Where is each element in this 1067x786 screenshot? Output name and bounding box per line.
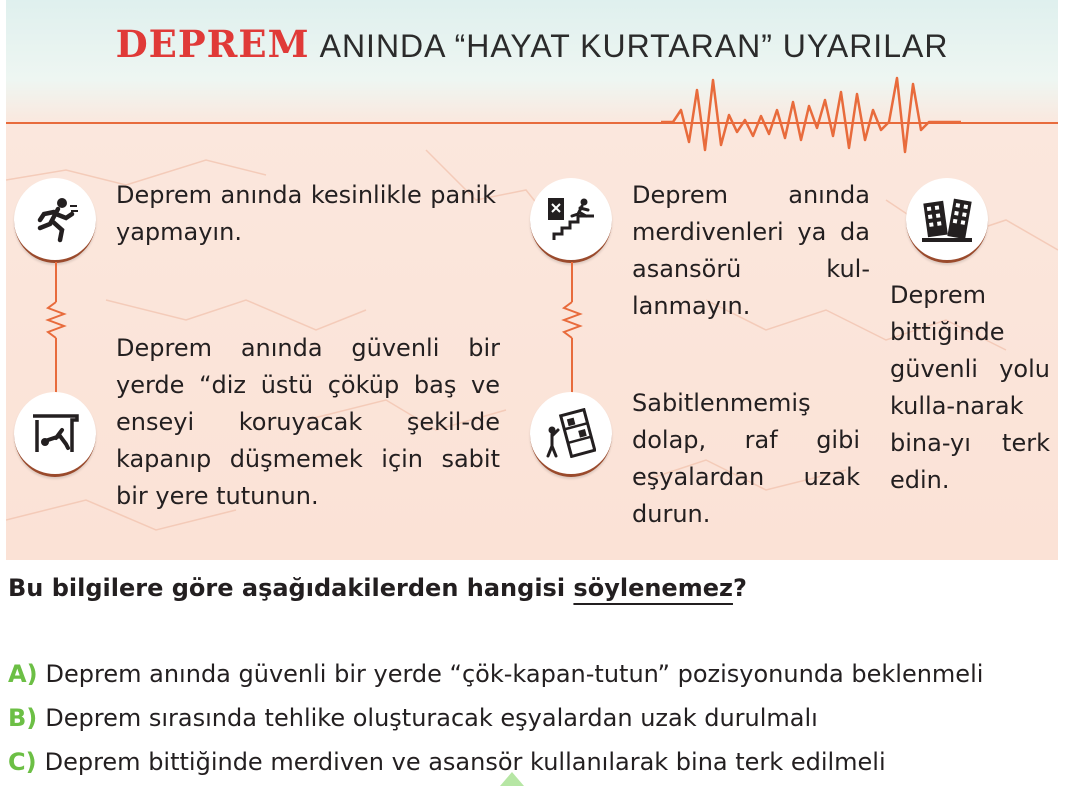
- option-letter: C): [8, 748, 37, 776]
- option-c[interactable]: [8, 740, 983, 784]
- tip1-connector: [44, 262, 68, 402]
- earthquake-infographic: [6, 0, 1058, 560]
- question-prefix: Bu bilgilere göre aşağıdakilerden hangisi: [8, 574, 566, 602]
- option-text: Deprem bittiğinde merdiven ve asansör kullanılarak bina terk edilmeli: [44, 748, 886, 776]
- option-letter: A): [8, 660, 38, 688]
- option-b[interactable]: [8, 696, 983, 740]
- tip5-icon-circle: [906, 178, 988, 263]
- tip-text: Sabitlenmemiş dolap, raf gibi eşyalardan uzak durun.: [632, 389, 860, 528]
- option-text: Deprem sırasında tehlike oluşturacak eşyalardan uzak durulmalı: [45, 704, 818, 732]
- tip-text: Deprem anında merdivenleri ya da asansörü kul-lanmayın.: [632, 181, 870, 320]
- tip4-icon-circle: [530, 392, 612, 477]
- title-highlight: DEPREM: [115, 22, 310, 66]
- option-text: Deprem anında güvenli bir yerde “çök-kapan-tutun” pozisyonunda beklenmeli: [45, 660, 984, 688]
- buildings-icon: [922, 194, 972, 244]
- title-text: ANINDA “HAYAT KURTARAN” UYARILAR: [319, 28, 949, 64]
- tip2-icon-circle: [14, 392, 96, 477]
- answer-options: [8, 652, 983, 784]
- tip3-icon-circle: [530, 178, 612, 263]
- tip1-icon-circle: [14, 178, 96, 263]
- drop-cover-hold-icon: [30, 408, 80, 458]
- tip3-connector: [560, 262, 584, 394]
- option-letter: B): [8, 704, 38, 732]
- question-suffix: ?: [732, 574, 747, 602]
- question-text: [8, 574, 747, 602]
- page-title: [6, 22, 1058, 66]
- stairs-elevator-icon: [546, 194, 596, 244]
- tip-text: Deprem bittiğinde güvenli yolu kulla-narak bina-yı terk edin.: [890, 281, 1050, 494]
- tip-text: Deprem anında güvenli bir yerde “diz üstü çöküp baş ve enseyi koruyacak şekil-de kapanıp düşmemek için sabit bir yere tutunun.: [116, 334, 500, 510]
- question-emphasis: söylenemez: [573, 574, 733, 602]
- tip-text: Deprem anında kesinlikle panik yapmayın.: [116, 181, 496, 246]
- seismograph-wave: [661, 70, 961, 180]
- falling-shelf-icon: [546, 408, 596, 458]
- option-a[interactable]: [8, 652, 983, 696]
- running-person-icon: [30, 194, 80, 244]
